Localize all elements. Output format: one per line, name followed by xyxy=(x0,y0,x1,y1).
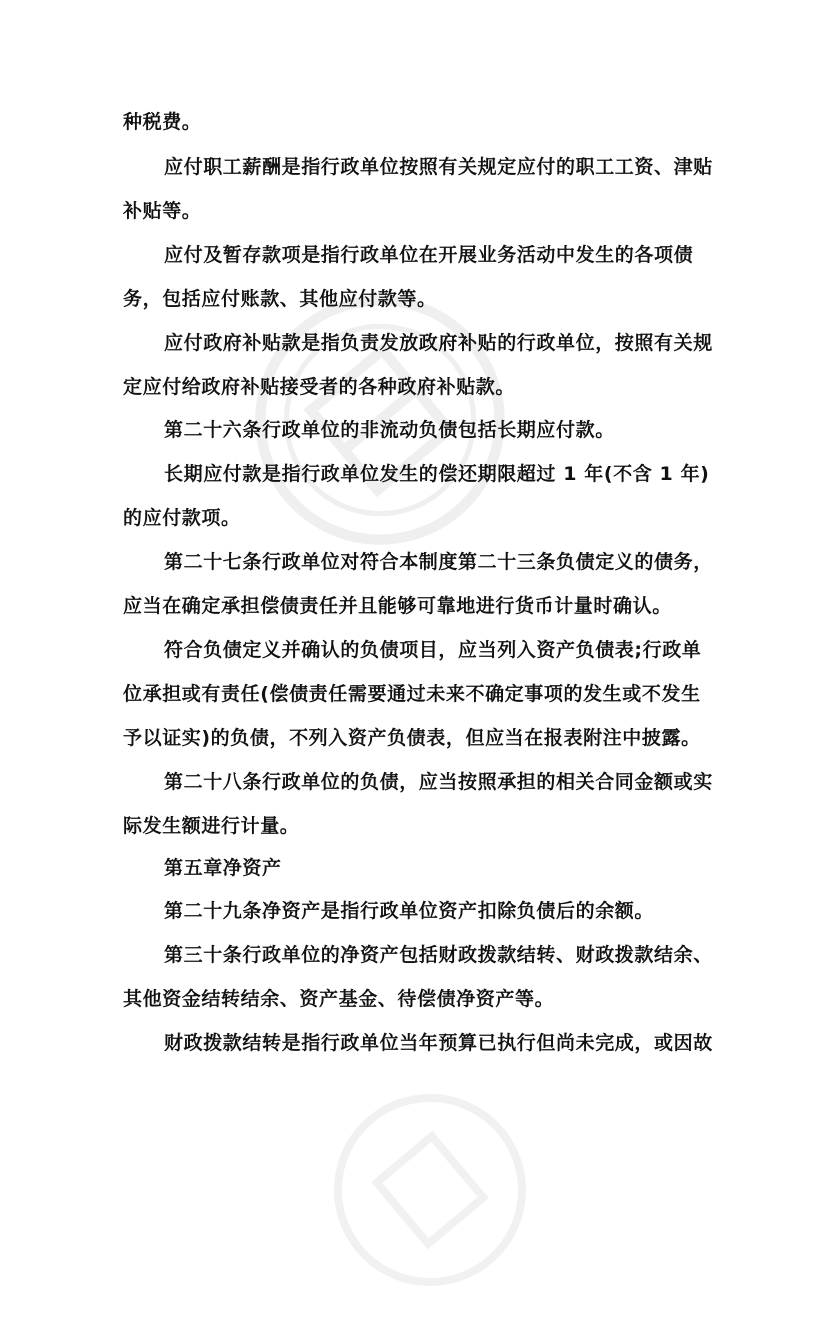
paragraph-start-line: 长期应付款是指行政单位发生的偿还期限超过 1 年(不含 1 年) xyxy=(164,463,710,485)
text-line: 务，包括应付账款、其他应付款等。 xyxy=(123,288,437,310)
text-line: 应当在确定承担偿债责任并且能够可靠地进行货币计量时确认。 xyxy=(123,595,672,617)
watermark-logo-bottom xyxy=(289,1049,571,1331)
paragraph-start-line: 第二十八条行政单位的负债，应当按照承担的相关合同金额或实 xyxy=(164,771,713,793)
paragraph-start-line: 应付及暂存款项是指行政单位在开展业务活动中发生的各项债 xyxy=(164,244,694,266)
text-line: 补贴等。 xyxy=(123,200,202,222)
paragraph-start-line: 第三十条行政单位的净资产包括财政拨款结转、财政拨款结余、 xyxy=(164,944,713,966)
text-line: 际发生额进行计量。 xyxy=(123,815,300,837)
paragraph-start-line: 第二十九条净资产是指行政单位资产扣除负债后的余额。 xyxy=(164,900,655,922)
text-line: 种税费。 xyxy=(123,111,202,133)
chapter-heading: 第五章净资产 xyxy=(164,857,282,879)
text-line: 的应付款项。 xyxy=(123,507,241,529)
paragraph-start-line: 第二十六条行政单位的非流动负债包括长期应付款。 xyxy=(164,419,615,441)
paragraph-start-line: 第二十七条行政单位对符合本制度第二十三条负债定义的债务， xyxy=(164,551,713,573)
paragraph-start-line: 应付政府补贴款是指负责发放政府补贴的行政单位，按照有关规 xyxy=(164,332,713,354)
paragraph-start-line: 符合负债定义并确认的负债项目，应当列入资产负债表;行政单 xyxy=(164,639,702,661)
text-line: 定应付给政府补贴接受者的各种政府补贴款。 xyxy=(123,376,516,398)
text-line: 其他资金结转结余、资产基金、待偿债净资产等。 xyxy=(123,988,555,1010)
text-line: 予以证实)的负债，不列入资产负债表，但应当在报表附注中披露。 xyxy=(123,727,701,749)
text-line: 位承担或有责任(偿债责任需要通过未来不确定事项的发生或不发生 xyxy=(123,683,701,705)
paragraph-start-line: 财政拨款结转是指行政单位当年预算已执行但尚未完成，或因故 xyxy=(164,1032,713,1054)
paragraph-start-line: 应付职工薪酬是指行政单位按照有关规定应付的职工工资、津贴 xyxy=(164,156,713,178)
